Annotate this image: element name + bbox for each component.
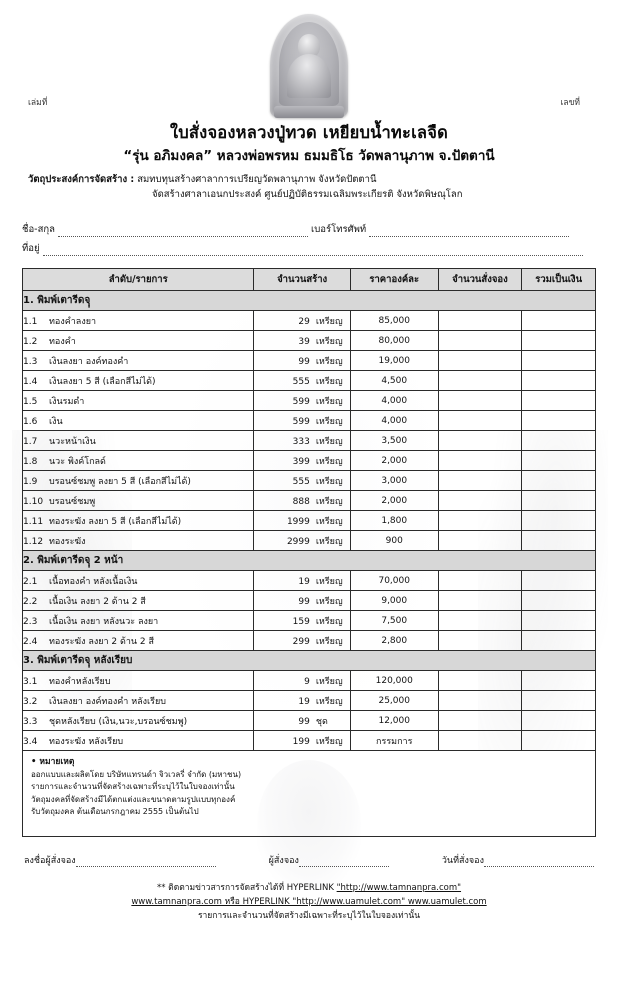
item-name: ทองคำ	[49, 336, 76, 347]
item-index: 1.7	[23, 436, 38, 447]
made-unit: เหรียญ	[315, 396, 343, 407]
cell-price: 85,000	[350, 311, 438, 331]
made-unit: เหรียญ	[315, 496, 343, 507]
table-row	[23, 511, 596, 531]
cell-order-qty[interactable]	[438, 671, 522, 691]
item-name: เงินลงยา 5 สี (เลือกสีไม่ได้)	[49, 376, 156, 387]
cell-order-qty[interactable]	[438, 731, 522, 751]
col-order-qty: จำนวนสั่งจอง	[438, 269, 522, 291]
cell-price: 19,000	[350, 351, 438, 371]
notes-lines	[31, 769, 587, 819]
made-unit: เหรียญ	[315, 736, 343, 747]
note-line: ออกแบบและผลิตโดย บริษัทแทรนด์า จิวเวลรี่ จำกัด (มหาชน)	[31, 769, 242, 779]
purpose-line-1: สมทบทุนสร้างศาลาการเปรียญวัดพลานุภาพ จังหวัดปัตตานี	[137, 174, 377, 185]
item-name: ทองคำหลังเรียบ	[49, 676, 111, 687]
table-row	[23, 611, 596, 631]
cell-item	[23, 531, 254, 551]
cell-total[interactable]	[522, 311, 596, 331]
table-row	[23, 731, 596, 751]
cell-item	[23, 511, 254, 531]
table-row	[23, 451, 596, 471]
made-qty: 399	[292, 456, 310, 467]
item-index: 1.2	[23, 336, 38, 347]
order-table-head	[23, 269, 596, 291]
cell-total[interactable]	[522, 371, 596, 391]
table-section-row	[23, 651, 596, 671]
made-unit: เหรียญ	[315, 336, 343, 347]
table-row	[23, 631, 596, 651]
footer-block	[0, 881, 618, 923]
cell-item	[23, 371, 254, 391]
cell-price: 1,800	[350, 511, 438, 531]
cell-total[interactable]	[522, 731, 596, 751]
made-qty: 199	[292, 736, 310, 747]
cell-made-qty	[254, 331, 350, 351]
made-unit: เหรียญ	[315, 536, 343, 547]
cell-item	[23, 491, 254, 511]
cell-order-qty[interactable]	[438, 411, 522, 431]
amulet-photo	[0, 14, 618, 124]
cell-item	[23, 711, 254, 731]
item-index: 1.3	[23, 356, 38, 367]
phone-label: เบอร์โทรศัพท์	[311, 224, 367, 235]
cell-item	[23, 591, 254, 611]
made-qty: 159	[292, 616, 310, 627]
cell-made-qty	[254, 431, 350, 451]
cell-order-qty[interactable]	[438, 571, 522, 591]
cell-total[interactable]	[522, 611, 596, 631]
made-unit: เหรียญ	[315, 456, 343, 467]
orderer-input[interactable]	[299, 856, 389, 867]
footer-line-3: รายการและจำนวนที่จัดสร้างมีเฉพาะที่ระบุไว้ในใบจองเท่านั้น	[197, 911, 421, 921]
cell-made-qty	[254, 611, 350, 631]
cell-item	[23, 431, 254, 451]
order-table	[22, 268, 596, 751]
notes-box	[22, 751, 596, 837]
item-index: 2.3	[23, 616, 38, 627]
made-unit: เหรียญ	[315, 596, 343, 607]
made-qty: 599	[292, 416, 310, 427]
cell-price: 12,000	[350, 711, 438, 731]
cell-price: 2,000	[350, 491, 438, 511]
made-qty: 599	[292, 396, 310, 407]
notes-heading: • หมายเหตุ	[31, 757, 75, 767]
phone-input[interactable]	[369, 226, 569, 237]
made-unit: เหรียญ	[315, 576, 343, 587]
page-subtitle: “รุ่น อภิมงคล” หลวงพ่อพรหม ธมมธิโธ วัดพลานุภาพ จ.ปัตตานี	[123, 148, 495, 164]
cell-order-qty[interactable]	[438, 311, 522, 331]
signer-label: ลงชื่อผู้สั่งจอง	[24, 856, 76, 866]
item-name: เนื้อทองคำ หลังเนื้อเงิน	[49, 576, 138, 587]
item-index: 3.1	[23, 676, 38, 687]
cell-order-qty[interactable]	[438, 351, 522, 371]
orderer-label: ผู้สั่งจอง	[268, 856, 299, 866]
made-unit: เหรียญ	[315, 676, 343, 687]
cell-total[interactable]	[522, 591, 596, 611]
made-unit: เหรียญ	[315, 696, 343, 707]
made-qty: 19	[298, 696, 310, 707]
made-qty: 1999	[286, 516, 310, 527]
cell-made-qty	[254, 591, 350, 611]
cell-price: 4,500	[350, 371, 438, 391]
cell-order-qty[interactable]	[438, 331, 522, 351]
item-name: นวะ พิงค์โกลด์	[49, 456, 106, 467]
cell-price: 9,000	[350, 591, 438, 611]
cell-price: 2,800	[350, 631, 438, 651]
note-line: รับวัตถุมงคล ต้นเดือนกรกฎาคม 2555 เป็นต้นไป	[31, 807, 199, 816]
made-qty: 888	[292, 496, 310, 507]
cell-made-qty	[254, 631, 350, 651]
cell-order-qty[interactable]	[438, 611, 522, 631]
cell-total[interactable]	[522, 631, 596, 651]
note-line: รายการและจำนวนที่จัดสร้างเฉพาะที่ระบุไว้ในใบจองเท่านั้น	[31, 782, 235, 791]
monk-body-icon	[287, 54, 331, 98]
made-qty: 29	[298, 316, 310, 327]
item-name: นวะหน้าเงิน	[49, 436, 96, 447]
made-unit: เหรียญ	[315, 516, 343, 527]
cell-total[interactable]	[522, 391, 596, 411]
name-input[interactable]	[58, 226, 308, 237]
made-qty: 333	[292, 436, 310, 447]
cell-order-qty[interactable]	[438, 451, 522, 471]
purpose-label: วัตถุประสงค์การจัดสร้าง :	[28, 174, 135, 185]
made-unit: เหรียญ	[315, 476, 343, 487]
cell-order-qty[interactable]	[438, 431, 522, 451]
cell-item	[23, 331, 254, 351]
cell-made-qty	[254, 571, 350, 591]
item-index: 1.8	[23, 456, 38, 467]
table-section-row	[23, 291, 596, 311]
col-total: รวมเป็นเงิน	[522, 269, 596, 291]
cell-item	[23, 691, 254, 711]
made-unit: เหรียญ	[315, 436, 343, 447]
cell-made-qty	[254, 451, 350, 471]
cell-order-qty[interactable]	[438, 711, 522, 731]
item-name: ทองระฆัง หลังเรียบ	[49, 736, 124, 747]
table-row	[23, 591, 596, 611]
order-table-body	[23, 291, 596, 751]
item-name: บรอนซ์ชมพู	[49, 496, 96, 507]
cell-made-qty	[254, 351, 350, 371]
cell-price: 900	[350, 531, 438, 551]
cell-made-qty	[254, 711, 350, 731]
item-index: 3.2	[23, 696, 38, 707]
item-index: 2.2	[23, 596, 38, 607]
cell-price: 120,000	[350, 671, 438, 691]
amulet-base	[274, 106, 344, 118]
cell-price: 4,000	[350, 391, 438, 411]
name-phone-row	[22, 222, 600, 237]
cell-item	[23, 571, 254, 591]
made-qty: 99	[298, 596, 310, 607]
address-input[interactable]	[43, 245, 583, 256]
cell-made-qty	[254, 691, 350, 711]
table-section-row	[23, 551, 596, 571]
cell-item	[23, 351, 254, 371]
footer-line-1	[0, 881, 618, 895]
made-unit: เหรียญ	[315, 316, 343, 327]
cell-made-qty	[254, 311, 350, 331]
item-name: เนื้อเงิน ลงยา หลังนวะ ลงยา	[49, 616, 159, 627]
cell-made-qty	[254, 511, 350, 531]
made-qty: 9	[304, 676, 310, 687]
address-row	[22, 241, 600, 256]
item-index: 3.3	[23, 716, 38, 727]
footer-line-1-prefix: ** ติดตามข่าวสารการจัดสร้างได้ที่ HYPERLINK	[156, 883, 334, 893]
item-name: เนื้อเงิน ลงยา 2 ด้าน 2 สี	[49, 596, 146, 607]
made-qty: 19	[298, 576, 310, 587]
order-date-field[interactable]	[442, 853, 594, 867]
cell-made-qty	[254, 411, 350, 431]
made-qty: 2999	[286, 536, 310, 547]
signer-input[interactable]	[76, 856, 216, 867]
signer-field[interactable]	[24, 853, 216, 867]
order-date-label: วันที่สั่งจอง	[441, 856, 484, 866]
cell-total[interactable]	[522, 571, 596, 591]
cell-total[interactable]	[522, 711, 596, 731]
item-name: บรอนซ์ชมพู ลงยา 5 สี (เลือกสีไม่ได้)	[49, 476, 191, 487]
item-index: 3.4	[23, 736, 38, 747]
section-title: 2. พิมพ์เตารีดจฺฺฺ 2 หน้า	[23, 551, 596, 571]
footer-line-2[interactable]: www.tamnanpra.com หรือ HYPERLINK "http://www.uamulet.com" www.uamulet.com	[131, 897, 487, 907]
col-price: ราคาองค์ละ	[350, 269, 438, 291]
cell-price: 70,000	[350, 571, 438, 591]
table-row	[23, 351, 596, 371]
cell-total[interactable]	[522, 511, 596, 531]
cell-total[interactable]	[522, 351, 596, 371]
item-index: 1.12	[23, 536, 44, 547]
cell-price: 7,500	[350, 611, 438, 631]
number-label: เลขที่	[560, 98, 580, 108]
table-row	[23, 391, 596, 411]
cell-price: 4,000	[350, 411, 438, 431]
item-index: 1.5	[23, 396, 38, 407]
cell-price: 25,000	[350, 691, 438, 711]
cell-total[interactable]	[522, 691, 596, 711]
cell-total[interactable]	[522, 491, 596, 511]
cell-total[interactable]	[522, 531, 596, 551]
table-row	[23, 531, 596, 551]
made-qty: 555	[292, 476, 310, 487]
table-row	[23, 691, 596, 711]
cell-made-qty	[254, 491, 350, 511]
cell-price: 3,000	[350, 471, 438, 491]
section-title: 1. พิมพ์เตารีดจฺฺฺ	[23, 291, 596, 311]
item-index: 2.1	[23, 576, 38, 587]
made-qty: 99	[298, 356, 310, 367]
item-name: ทองคำลงยา	[49, 316, 97, 327]
cell-price: 2,000	[350, 451, 438, 471]
cell-order-qty[interactable]	[438, 531, 522, 551]
cell-order-qty[interactable]	[438, 511, 522, 531]
cell-order-qty[interactable]	[438, 391, 522, 411]
item-index: 1.10	[23, 496, 44, 507]
item-name: เงินลงยา องค์ทองคำ หลังเรียบ	[49, 696, 166, 707]
cell-made-qty	[254, 471, 350, 491]
col-item: ลำดับ/รายการ	[23, 269, 254, 291]
item-index: 2.4	[23, 636, 38, 647]
made-qty: 39	[298, 336, 310, 347]
table-row	[23, 571, 596, 591]
cell-total[interactable]	[522, 671, 596, 691]
item-name: เงินรมดำ	[49, 396, 85, 407]
cell-total[interactable]	[522, 411, 596, 431]
made-qty: 555	[292, 376, 310, 387]
cell-item	[23, 451, 254, 471]
cell-order-qty[interactable]	[438, 491, 522, 511]
orderer-field[interactable]	[269, 853, 389, 867]
table-row	[23, 311, 596, 331]
made-unit: เหรียญ	[315, 616, 343, 627]
item-index: 1.1	[23, 316, 38, 327]
order-date-input[interactable]	[484, 856, 594, 867]
table-header-row	[23, 269, 596, 291]
made-unit: ชุด	[315, 716, 328, 727]
table-row	[23, 491, 596, 511]
cell-order-qty[interactable]	[438, 691, 522, 711]
made-unit: เหรียญ	[315, 356, 343, 367]
item-name: ทองระฆัง	[49, 536, 86, 547]
cell-item	[23, 611, 254, 631]
purpose-line-2: จัดสร้างศาลาเอนกประสงค์ ศูนย์ปฏิบัติธรรมเฉลิมพระเกียรติ จังหวัดพิษณุโลก	[152, 189, 463, 200]
volume-label: เล่มที่	[28, 98, 48, 108]
address-label: ที่อยู่	[22, 243, 40, 254]
cell-order-qty[interactable]	[438, 471, 522, 491]
cell-total[interactable]	[522, 451, 596, 471]
made-qty: 99	[298, 716, 310, 727]
cell-total[interactable]	[522, 431, 596, 451]
cell-price: 3,500	[350, 431, 438, 451]
table-row	[23, 711, 596, 731]
note-line: วัตถุมงคลที่จัดสร้างมีได้ตกแต่งและขนาดตามรูปแบบทุกองค์	[31, 794, 236, 804]
table-row	[23, 371, 596, 391]
cell-item	[23, 391, 254, 411]
section-title: 3. พิมพ์เตารีดจฺฺฺ หลังเรียบ	[23, 651, 596, 671]
table-row	[23, 431, 596, 451]
made-unit: เหรียญ	[315, 376, 343, 387]
cell-item	[23, 471, 254, 491]
purpose-block	[28, 172, 590, 202]
item-index: 1.4	[23, 376, 38, 387]
made-unit: เหรียญ	[315, 636, 343, 647]
item-name: ทองระฆัง ลงยา 2 ด้าน 2 สี	[49, 636, 155, 647]
cell-order-qty[interactable]	[438, 631, 522, 651]
item-name: ชุดหลังเรียบ (เงิน,นวะ,บรอนซ์ชมพู)	[49, 716, 188, 727]
cell-item	[23, 731, 254, 751]
item-name: เงินลงยา องค์ทองคำ	[49, 356, 129, 367]
item-index: 1.6	[23, 416, 38, 427]
item-index: 1.11	[23, 516, 44, 527]
footer-link-1[interactable]: "http://www.tamnanpra.com"	[336, 883, 462, 893]
cell-item	[23, 311, 254, 331]
col-made: จำนวนสร้าง	[254, 269, 350, 291]
cell-made-qty	[254, 371, 350, 391]
cell-item	[23, 671, 254, 691]
table-row	[23, 331, 596, 351]
cell-item	[23, 631, 254, 651]
cell-item	[23, 411, 254, 431]
cell-made-qty	[254, 531, 350, 551]
table-row	[23, 411, 596, 431]
item-name: เงิน	[49, 416, 63, 427]
made-qty: 299	[292, 636, 310, 647]
cell-total[interactable]	[522, 471, 596, 491]
cell-total[interactable]	[522, 331, 596, 351]
cell-price: 80,000	[350, 331, 438, 351]
cell-order-qty[interactable]	[438, 371, 522, 391]
cell-made-qty	[254, 731, 350, 751]
table-row	[23, 471, 596, 491]
signature-row	[24, 853, 594, 867]
cell-order-qty[interactable]	[438, 591, 522, 611]
table-row	[23, 671, 596, 691]
made-unit: เหรียญ	[315, 416, 343, 427]
item-index: 1.9	[23, 476, 38, 487]
amulet-image	[270, 14, 348, 118]
name-label: ชื่อ-สกุล	[22, 224, 55, 235]
cell-made-qty	[254, 671, 350, 691]
cell-price: กรรมการ	[350, 731, 438, 751]
cell-made-qty	[254, 391, 350, 411]
page-title: ใบสั่งจองหลวงปู่ทวด เหยียบน้ำทะเลจืด	[169, 123, 449, 142]
item-name: ทองระฆัง ลงยา 5 สี (เลือกสีไม่ได้)	[49, 516, 182, 527]
